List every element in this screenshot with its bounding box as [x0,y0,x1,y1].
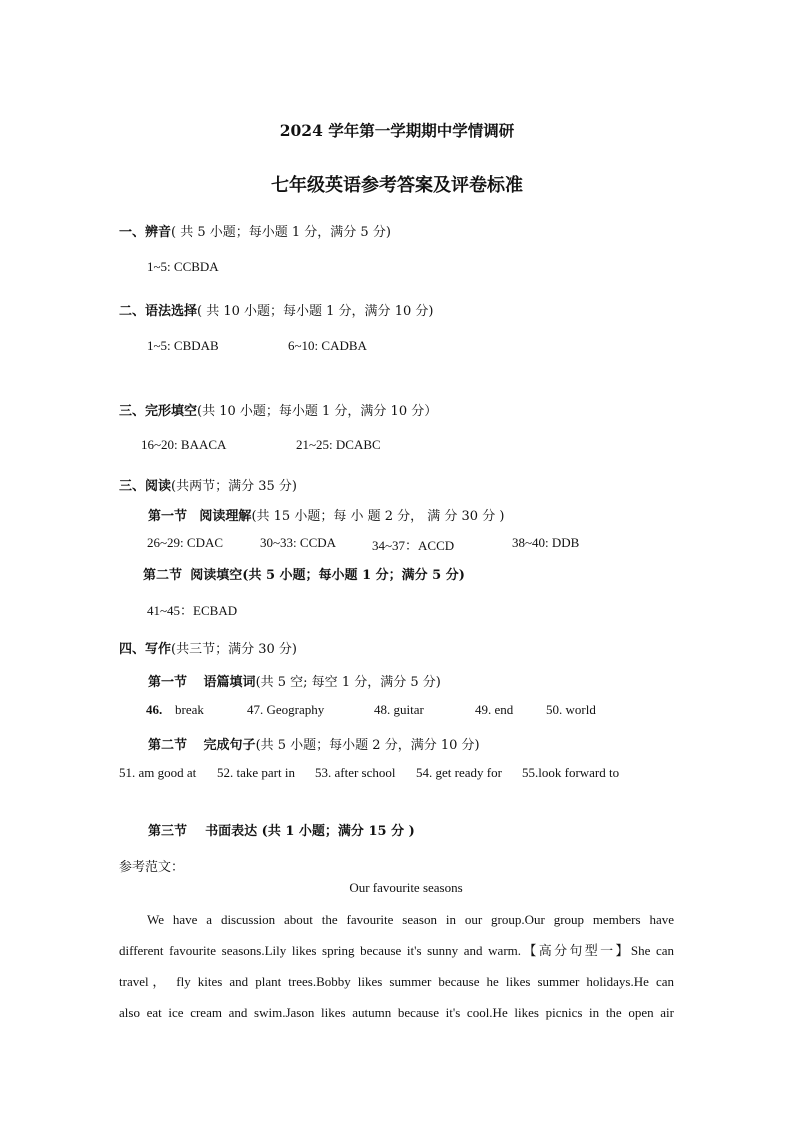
section-5-part-3-heading [148,820,415,839]
section-5-part-2-answer-e: 55.look forward to [522,765,620,780]
section-2-desc: ( 共 10 小题；每小题 1 分，满分 10 分) [197,304,434,319]
section-5-part-2-answer-b: 52. take part in [217,765,295,780]
essay-line: different favourite seasons.Lily likes spring because it's sunny and warm.【高分句型一】She can [119,943,674,958]
section-3-answer-a: 16~20: BAACA [141,437,227,452]
section-4-heading [119,475,297,494]
part-name: 阅读填空 [190,568,243,583]
page-subtitle: 七年级英语参考答案及评卷标准 [271,175,523,196]
part-desc: (共 5 空; 每空 1 分，满分 5 分) [255,675,441,690]
section-5-part-2-heading [148,734,480,753]
section-5-part-1-answer-a: break [175,702,204,717]
part-name: 完成句子 [203,738,256,753]
section-5-part-1-answer-d: 49. end [475,702,514,717]
part-label: 第一节 [148,509,188,524]
section-4-desc: (共两节；满分 35 分) [171,479,297,494]
part-label: 第一节 [148,675,188,690]
section-1-title: 一、辨音 [119,225,172,240]
part-desc: (共 1 小题；满分 15 分 ) [261,824,415,839]
page-title: 2024 学年第一学期期中学情调研 [279,121,515,140]
part-desc: (共 5 小题；每小题 1 分；满分 5 分) [242,568,465,583]
section-4-part-1-heading [148,505,504,524]
section-3-desc: (共 10 小题；每小题 1 分，满分 10 分） [197,404,438,419]
section-4-part-1-answer-a: 26~29: CDAC [147,535,224,550]
part-label: 第二节 [143,568,183,583]
section-3-title: 三、完形填空 [119,404,198,419]
part-label: 第三节 [148,824,188,839]
section-4-title: 三、阅读 [119,479,172,494]
section-5-part-1-heading [148,671,441,690]
part-name: 阅读理解 [199,509,252,524]
section-2-answer-b: 6~10: CADBA [288,338,367,353]
essay-line: also eat ice cream and swim.Jason likes autumn because it's cool.He likes picnics in the open air [119,1005,674,1020]
section-2-answer-a: 1~5: CBDAB [147,338,219,353]
part-label: 第二节 [148,738,188,753]
essay-title: Our favourite seasons [349,880,463,895]
essay-line: We have a discussion about the favourite season in our group.Our group members have [147,912,674,927]
essay-line: travel， fly kites and plant trees.Bobby likes summer because he likes summer holidays.He can [119,974,674,989]
section-5-part-1-first-number: 46. [146,702,163,717]
section-3-answer-b: 21~25: DCABC [296,437,381,452]
essay-label: 参考范文： [119,860,185,875]
section-1-answer: 1~5: CCBDA [147,259,219,274]
section-1-heading [119,221,391,240]
section-5-title: 四、写作 [119,642,172,657]
section-2-title: 二、语法选择 [119,304,198,319]
part-name: 语篇填词 [203,675,256,690]
section-2-heading [119,300,433,319]
section-4-part-2-heading [143,564,465,583]
section-5-heading [119,638,297,657]
section-5-part-1-answer-c: 48. guitar [374,702,424,717]
section-4-part-1-answer-d: 38~40: DDB [512,535,580,550]
section-5-part-1-answer-b: 47. Geography [247,702,325,717]
section-3-heading [119,400,437,419]
section-5-desc: (共三节；满分 30 分) [171,642,297,657]
part-desc: (共 5 小题；每小题 2 分，满分 10 分) [255,738,480,753]
section-5-part-2-answer-c: 53. after school [315,765,396,780]
section-4-part-2-answer: 41~45：ECBAD [147,603,238,618]
part-desc: (共 15 小题；每 小 题 2 分， 满 分 30 分 ) [251,509,505,524]
section-1-desc: ( 共 5 小题；每小题 1 分，满分 5 分) [171,225,391,240]
section-5-part-2-answer-d: 54. get ready for [416,765,502,780]
section-4-part-1-answer-b: 30~33: CCDA [260,535,337,550]
section-4-part-1-answer-c: 34~37：ACCD [372,538,455,553]
part-name: 书面表达 [205,824,258,839]
section-5-part-1-answer-e: 50. world [546,702,596,717]
section-5-part-2-answer-a: 51. am good at [119,765,197,780]
